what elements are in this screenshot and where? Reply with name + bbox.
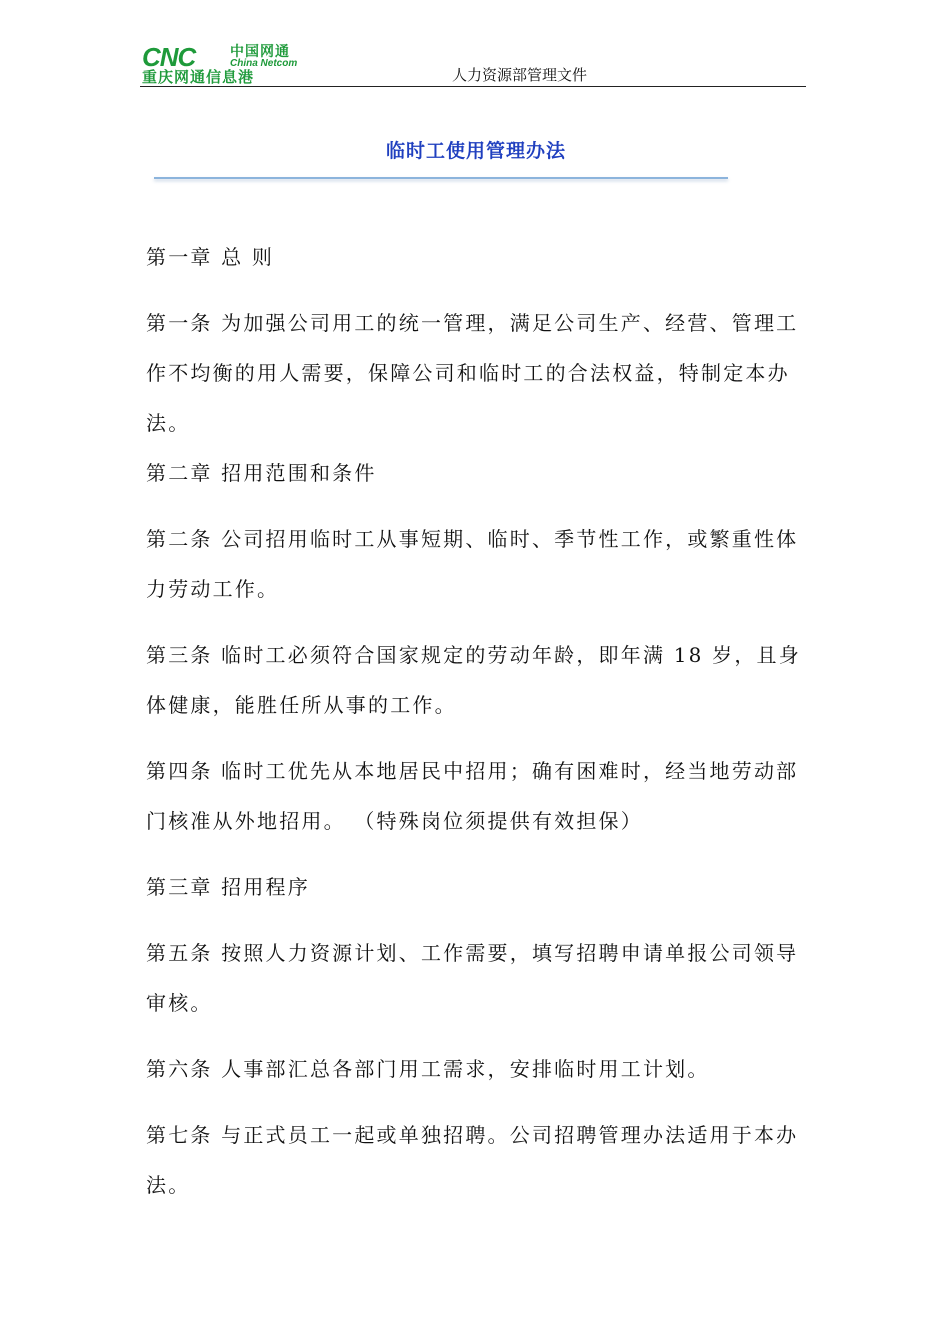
- document-body: [146, 240, 808, 1210]
- header-divider: [140, 86, 806, 87]
- page-header: [140, 44, 806, 88]
- logo-subtitle: 重庆网通信息港: [142, 68, 255, 86]
- header-department: 人力资源部管理文件: [452, 66, 588, 84]
- chapter-heading: 第二章 招用范围和条件: [146, 461, 377, 485]
- article-paragraph: 第六条 人事部汇总各部门用工需求，安排临时用工计划。: [146, 1057, 710, 1081]
- article-paragraph: 第三条 临时工必须符合国家规定的劳动年龄，即年满 18 岁，且身体健康，能胜任所从事的工作。: [146, 643, 801, 717]
- article-paragraph: 第五条 按照人力资源计划、工作需要，填写招聘申请单报公司领导审核。: [146, 941, 799, 1015]
- article-paragraph: 第一条 为加强公司用工的统一管理，满足公司生产、经营、管理工作不均衡的用人需要，保障公司和临时工的合法权益，特制定本办法。: [146, 311, 799, 435]
- article-paragraph: 第七条 与正式员工一起或单独招聘。公司招聘管理办法适用于本办法。: [146, 1123, 799, 1197]
- title-underline: [154, 177, 728, 179]
- document-title: 临时工使用管理办法: [385, 140, 566, 162]
- article-paragraph: 第二条 公司招用临时工从事短期、临时、季节性工作，或繁重性体力劳动工作。: [146, 527, 799, 601]
- logo-cnc-text: CNC: [142, 42, 196, 72]
- logo-cn-name: 中国网通: [230, 44, 290, 60]
- article-paragraph: 第四条 临时工优先从本地居民中招用；确有困难时，经当地劳动部门核准从外地招用。 （特殊岗位须提供有效担保）: [146, 759, 799, 833]
- chapter-heading: 第一章 总 则: [146, 245, 275, 269]
- logo-en-name: China Netcom: [230, 58, 298, 69]
- cnc-logo: [140, 44, 340, 86]
- chapter-heading: 第三章 招用程序: [146, 875, 310, 899]
